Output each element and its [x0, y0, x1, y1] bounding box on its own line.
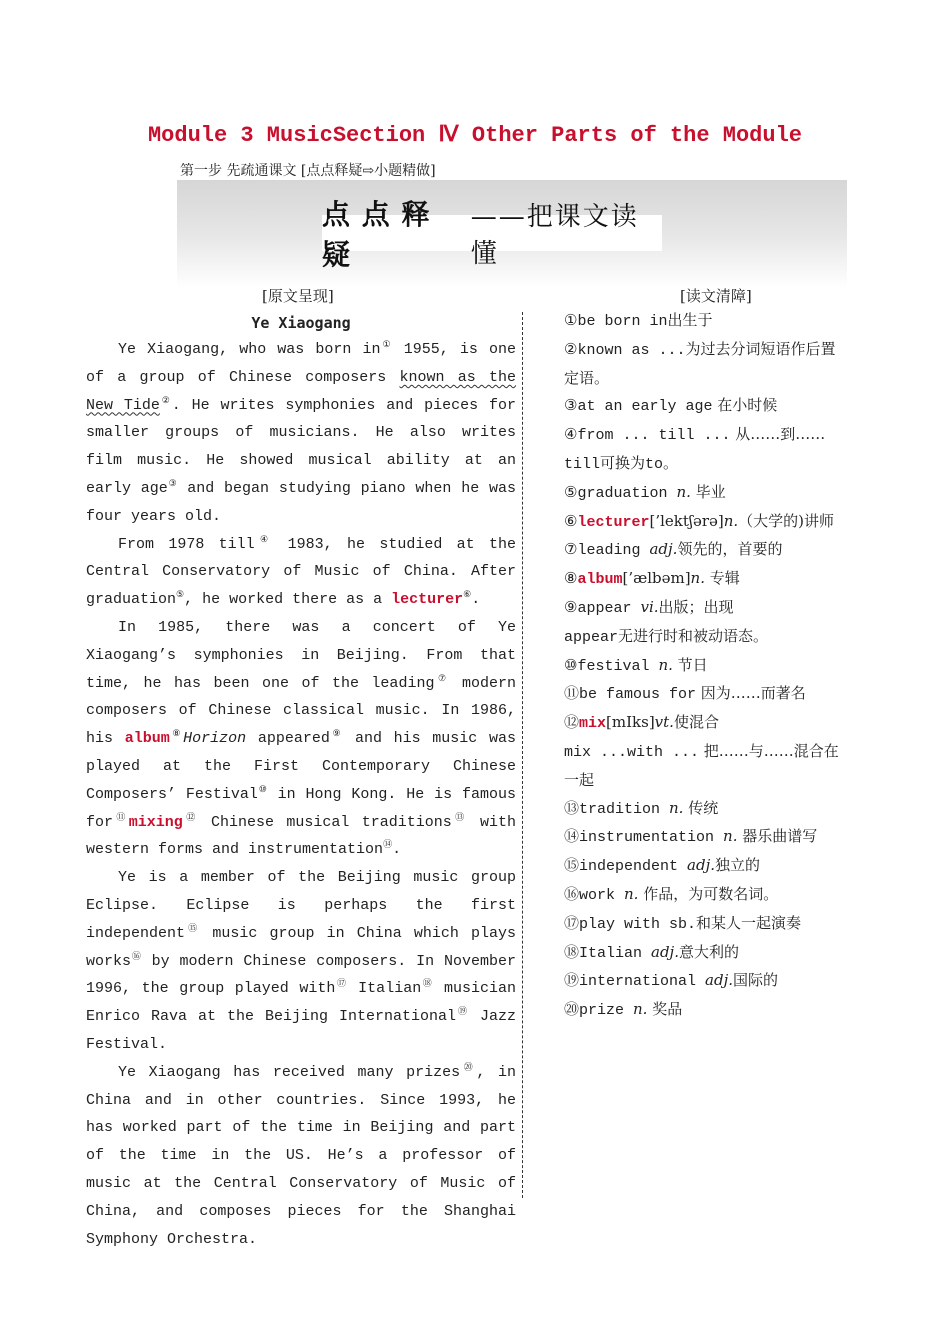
- known-as-phrase: known as the New Tide: [86, 368, 516, 414]
- note-item: ⑧album[’ælbəm]n. 专辑: [564, 569, 740, 589]
- article-column: [86, 310, 516, 1253]
- notes-column: [532, 307, 842, 1025]
- note-item: ⑮independent adj.独立的: [564, 856, 761, 876]
- section-banner: [177, 180, 847, 288]
- step-line: 第一步 先疏通课文 [点点释疑⇨小题精做]: [180, 163, 436, 179]
- article-paragraph-3: In 1985, there was a concert of Ye Xiaogang’s symphonies in Beijing. From that time, he has been one of the leading⑦ modern composers of Chinese classical music. In 1986, his album⑧Horizon appeared⑨ and his music was played at the First Contemporary Chinese Composers’ Festival⑩ in Hong Kong. He is famous for⑪mixing⑫ Chinese musical traditions⑬ with western forms and instrumentation⑭.: [86, 618, 516, 859]
- note-item: ⑨appear vi.出版；出现: [564, 597, 734, 617]
- banner-title: [322, 198, 662, 271]
- note-item: ⑫mix[mIks]vt.使混合: [564, 713, 719, 733]
- page-title: Module 3 MusicSection Ⅳ Other Parts of the Module: [147, 123, 802, 148]
- article-paragraph-2: From 1978 till④ 1983, he studied at the Central Conservatory of Music of China. After graduation⑤, he worked there as a lecturer⑥.: [86, 534, 516, 609]
- note-item: ⑦leading adj.领先的，首要的: [564, 540, 783, 560]
- highlight-word: album: [124, 730, 170, 748]
- note-item: ①be born in出生于: [564, 311, 713, 330]
- note-item: ⑩festival n. 节日: [564, 655, 708, 675]
- note-item: ④from ... till ... 从……到……: [564, 425, 826, 445]
- note-item: ⑳prize n. 奖品: [564, 1000, 683, 1020]
- note-item: ⑤graduation n. 毕业: [564, 482, 726, 502]
- note-item: ③at an early age 在小时候: [564, 396, 778, 416]
- article-paragraph-4: Ye is a member of the Beijing music group Eclipse. Eclipse is perhaps the first independent⑮ music group in China which plays works⑯ by modern Chinese composers. In November 1996, the group played with⑰ Italian⑱ musician Enrico Rava at the Beijing International⑲ Jazz Festival.: [86, 869, 516, 1053]
- note-item: ⑯work n. 作品，为可数名词。: [564, 884, 779, 904]
- note-item: ⑱Italian adj.意大利的: [564, 942, 739, 962]
- highlight-word: mixing: [128, 813, 183, 831]
- note-item: appear无进行时和被动语态。: [564, 626, 769, 646]
- banner-title-strong: 点 点 释 疑: [322, 198, 431, 271]
- right-column-header: [读文清障]: [680, 287, 752, 305]
- article-title: Ye Xiaogang: [251, 314, 351, 332]
- column-divider: [522, 312, 523, 1198]
- banner-title-rest: ——把课文读懂: [470, 202, 639, 269]
- highlight-word: lecturer: [391, 591, 464, 609]
- note-item: ②known as ...为过去分词短语作后置定语。: [564, 339, 836, 387]
- note-item: ⑲international adj.国际的: [564, 971, 779, 991]
- note-item: ⑰play with sb.和某人一起演奏: [564, 913, 802, 933]
- left-column-header: [原文呈现]: [262, 287, 334, 305]
- note-item: ⑬tradition n. 传统: [564, 798, 719, 818]
- note-item: mix ...with ... 把……与……混合在一起: [564, 741, 839, 789]
- article-paragraph-1: Ye Xiaogang, who was born in① 1955, is one of a group of Chinese composers known as the New Tide②. He writes symphonies and pieces for smaller groups of musicians. He also writes film music. He showed musical ability at an early age③ and began studying piano when he was four years old.: [86, 340, 516, 525]
- note-item: ⑭instrumentation n. 器乐曲谱写: [564, 827, 818, 847]
- note-item: ⑪be famous for 因为……而著名: [564, 684, 806, 704]
- article-paragraph-5: Ye Xiaogang has received many prizes⑳, in China and in other countries. Since 1993, he has worked part of the time in Beijing and part of the time in the US. He’s a professor of music at the Central Conservatory of Music of China, and composes pieces for the Shanghai Symphony Orchestra.: [86, 1062, 516, 1248]
- note-item: ⑥lecturer[’lektʃərə]n.（大学的)讲师: [564, 511, 835, 531]
- note-item: till可换为to。: [564, 453, 679, 473]
